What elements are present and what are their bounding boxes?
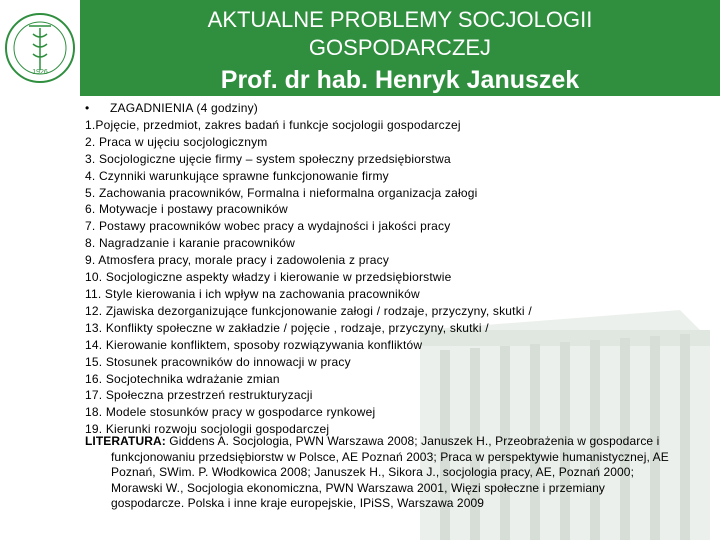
literature-section <box>85 434 710 512</box>
list-item: 9. Atmosfera pracy, morale pracy i zadowolenia z pracy <box>85 253 390 268</box>
list-item: 1.Pojęcie, przedmiot, zakres badań i funkcje socjologii gospodarczej <box>85 117 461 132</box>
title-line-1: AKTUALNE PROBLEMY SOCJOLOGII <box>207 7 593 32</box>
list-item: 16. Socjotechnika wdrażanie zmian <box>85 371 280 386</box>
list-item: 18. Modele stosunków pracy w gospodarce rynkowej <box>85 405 376 420</box>
university-logo <box>0 0 80 96</box>
header-banner <box>0 0 720 96</box>
literature-line: gospodarcze. Polska i inne kraje europejskie, IPiSS, Warszawa 2009 <box>111 496 485 510</box>
list-item: 14. Kierowanie konfliktem, sposoby rozwiązywania konfliktów <box>85 337 423 352</box>
literature-label: LITERATURA: <box>85 434 166 448</box>
list-item: 10. Socjologiczne aspekty władzy i kierowanie w przedsiębiorstwie <box>85 270 452 285</box>
list-item: 11. Style kierowania i ich wpływ na zachowania pracowników <box>85 286 420 301</box>
literature-line: Morawski W., Socjologia ekonomiczna, PWN Warszawa 2001, Więzi społeczne i przemiany <box>111 480 606 495</box>
svg-text:1926: 1926 <box>32 69 48 76</box>
university-seal-icon <box>3 4 77 92</box>
list-item: 17. Społeczna przestrzeń restrukturyzacji <box>85 388 313 403</box>
list-item: 8. Nagradzanie i karanie pracowników <box>85 236 295 251</box>
topics-list <box>85 100 710 438</box>
author-line: Prof. dr hab. Henryk Januszek <box>220 66 580 94</box>
list-item: 7. Postawy pracowników wobec pracy a wydajności i jakości pracy <box>85 219 451 234</box>
topics-heading <box>85 100 710 117</box>
literature-line: funkcjonowaniu przedsiębiorstw w Polsce, AE Poznań 2003; Praca w perspektywie humanistycznej, AE <box>111 449 669 464</box>
list-item: 4. Czynniki warunkujące sprawne funkcjonowanie firmy <box>85 168 389 183</box>
list-item: 12. Zjawiska dezorganizujące funkcjonowanie załogi / rodzaje, przyczyny, skutki / <box>85 303 532 318</box>
list-item: 19. Kierunki rozwoju socjologii gospodarczej <box>85 422 330 437</box>
list-item: 6. Motywacje i postawy pracowników <box>85 202 288 217</box>
list-item: 2. Praca w ujęciu socjologicznym <box>85 134 268 149</box>
list-item: 3. Socjologiczne ujęcie firmy – system społeczny przedsiębiorstwa <box>85 151 451 166</box>
literature-line: Poznań, SWim. P. Włodkowica 2008; Januszek H., Sikora J., socjologia pracy, AE, Poznań 2000; <box>111 465 635 479</box>
slide-title <box>80 0 720 96</box>
bullet-icon: • <box>85 101 90 115</box>
topics-heading-text: ZAGADNIENIA (4 godziny) <box>110 101 258 115</box>
title-line-2: GOSPODARCZEJ <box>308 35 492 60</box>
list-item: 15. Stosunek pracowników do innowacji w pracy <box>85 354 351 369</box>
literature-first-line <box>85 434 710 450</box>
list-item: 13. Konflikty społeczne w zakładzie / pojęcie , rodzaje, przyczyny, skutki / <box>85 320 489 335</box>
literature-text: Giddens A. Socjologia, PWN Warszawa 2008; Januszek H., Przeobrażenia w gospodarce i <box>165 434 660 448</box>
list-item: 5. Zachowania pracowników, Formalna i nieformalna organizacja załogi <box>85 185 478 200</box>
